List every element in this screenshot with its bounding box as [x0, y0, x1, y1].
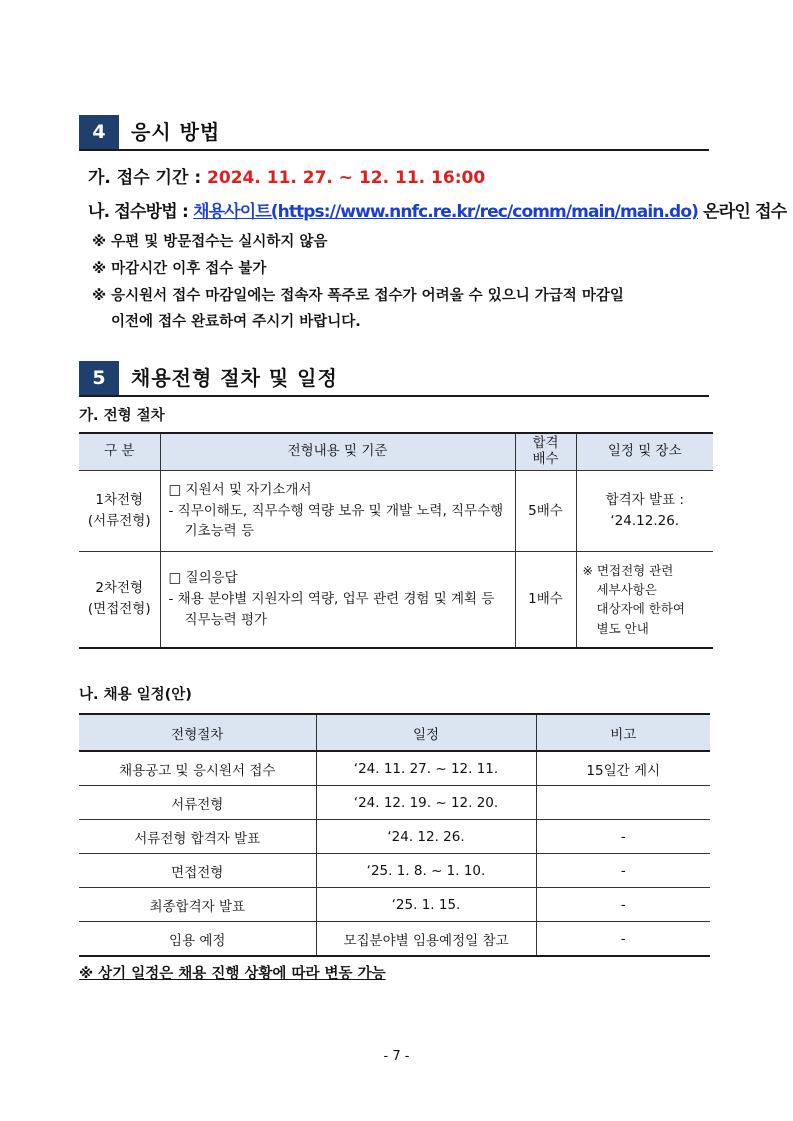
date-cell: ‘25. 1. 15. — [316, 888, 536, 922]
note-deadline: ※ 마감시간 이후 접수 불가 — [92, 261, 267, 277]
page-number: - 7 - — [383, 1049, 410, 1064]
remarks-cell: - — [536, 922, 710, 957]
section-5-header — [79, 361, 709, 397]
date-cell: ‘24. 11. 27. ~ 12. 11. — [316, 751, 536, 786]
content-cell — [160, 471, 515, 552]
step-cell: 채용공고 및 응시원서 접수 — [79, 751, 316, 786]
step-cell: 최종합격자 발표 — [79, 888, 316, 922]
interview-note-4: 별도 안내 — [596, 620, 649, 636]
table-row — [79, 888, 710, 922]
subsection-schedule-title: 나. 채용 일정(안) — [79, 687, 192, 703]
content-bullet: - 직무이해도, 직무수행 역량 보유 및 개발 노력, 직무수행 기초능력 등 — [168, 502, 504, 540]
section-5-number: 5 — [79, 361, 119, 395]
remarks-cell: - — [536, 854, 710, 888]
remarks-cell: - — [536, 820, 710, 854]
application-method — [88, 197, 786, 222]
subsection-procedure-title: 가. 전형 절차 — [79, 408, 165, 424]
application-period — [88, 163, 485, 188]
schedule-cell — [576, 471, 713, 552]
header-category: 구 분 — [79, 433, 160, 471]
step-cell: 면접전형 — [79, 854, 316, 888]
schedule-label: 합격자 발표 : — [605, 492, 684, 509]
multiplier-cell: 1배수 — [515, 552, 576, 648]
interview-note-3: 대상자에 한하여 — [596, 601, 685, 617]
multiplier-cell: 5배수 — [515, 471, 576, 552]
stage-subname: (서류전형) — [87, 513, 151, 529]
date-cell: ‘24. 12. 26. — [316, 820, 536, 854]
recruitment-site-link[interactable]: 채용사이트(https://www.nnfc.re.kr/rec/comm/main/main.do) — [193, 202, 698, 222]
note-traffic-1: ※ 응시원서 접수 마감일에는 접속자 폭주로 접수가 어려울 수 있으니 가급적 마감일 — [92, 288, 624, 304]
table-row — [79, 471, 713, 552]
header-multiplier — [515, 433, 576, 471]
table-row — [79, 922, 710, 957]
procedure-table — [79, 432, 713, 649]
interview-note-1: ※ 면접전형 관련 — [582, 562, 674, 578]
header-multiplier-line2: 배수 — [532, 451, 559, 467]
remarks-cell — [536, 786, 710, 820]
step-cell: 서류전형 합격자 발표 — [79, 820, 316, 854]
date-cell: 모집분야별 임용예정일 참고 — [316, 922, 536, 957]
schedule-table-header — [79, 714, 710, 751]
stage-name: 1차전형 — [95, 492, 144, 509]
content-cell — [160, 552, 515, 648]
step-cell: 서류전형 — [79, 786, 316, 820]
section-4-header — [79, 115, 709, 151]
header-multiplier-line1: 합격 — [532, 435, 559, 452]
stage-name: 2차전형 — [95, 580, 144, 597]
note-no-mail: ※ 우편 및 방문접수는 실시하지 않음 — [92, 234, 328, 250]
application-method-suffix: 온라인 접수 — [703, 202, 787, 222]
application-period-label: 가. 접수 기간 : — [88, 168, 202, 188]
interview-note-2: 세부사항은 — [596, 581, 657, 597]
application-method-label: 나. 접수방법 : — [88, 202, 189, 222]
content-bullet: - 채용 분야별 지원자의 역량, 업무 관련 경험 및 계획 등 직무능력 평가 — [168, 590, 495, 628]
stage-cell — [79, 552, 160, 648]
header-remarks: 비고 — [536, 714, 710, 751]
procedure-table-header — [79, 433, 713, 471]
table-row — [79, 786, 710, 820]
header-content: 전형내용 및 기준 — [160, 433, 515, 471]
section-4-title: 응시 방법 — [131, 120, 221, 144]
stage-cell — [79, 471, 160, 552]
schedule-table — [79, 713, 710, 957]
application-period-value: 2024. 11. 27. ~ 12. 11. 16:00 — [207, 168, 486, 188]
remarks-cell: 15일간 게시 — [536, 751, 710, 786]
schedule-change-note: ※ 상기 일정은 채용 진행 상황에 따라 변동 가능 — [79, 966, 386, 982]
content-title: □ 지원서 및 자기소개서 — [168, 481, 312, 498]
header-schedule: 일정 및 장소 — [576, 433, 713, 471]
header-date: 일정 — [316, 714, 536, 751]
table-row — [79, 552, 713, 648]
remarks-cell: - — [536, 888, 710, 922]
table-row — [79, 854, 710, 888]
step-cell: 임용 예정 — [79, 922, 316, 957]
stage-subname: (면접전형) — [87, 601, 151, 618]
date-cell: ‘25. 1. 8. ~ 1. 10. — [316, 854, 536, 888]
schedule-date: ‘24.12.26. — [610, 513, 680, 529]
date-cell: ‘24. 12. 19. ~ 12. 20. — [316, 786, 536, 820]
table-row — [79, 751, 710, 786]
content-title: □ 질의응답 — [168, 569, 238, 586]
interview-note-cell — [576, 552, 713, 648]
header-step: 전형절차 — [79, 714, 316, 751]
table-row — [79, 820, 710, 854]
section-5-title: 채용전형 절차 및 일정 — [131, 366, 338, 390]
note-traffic-2: 이전에 접수 완료하여 주시기 바랍니다. — [111, 314, 361, 330]
section-4-number: 4 — [79, 115, 119, 149]
